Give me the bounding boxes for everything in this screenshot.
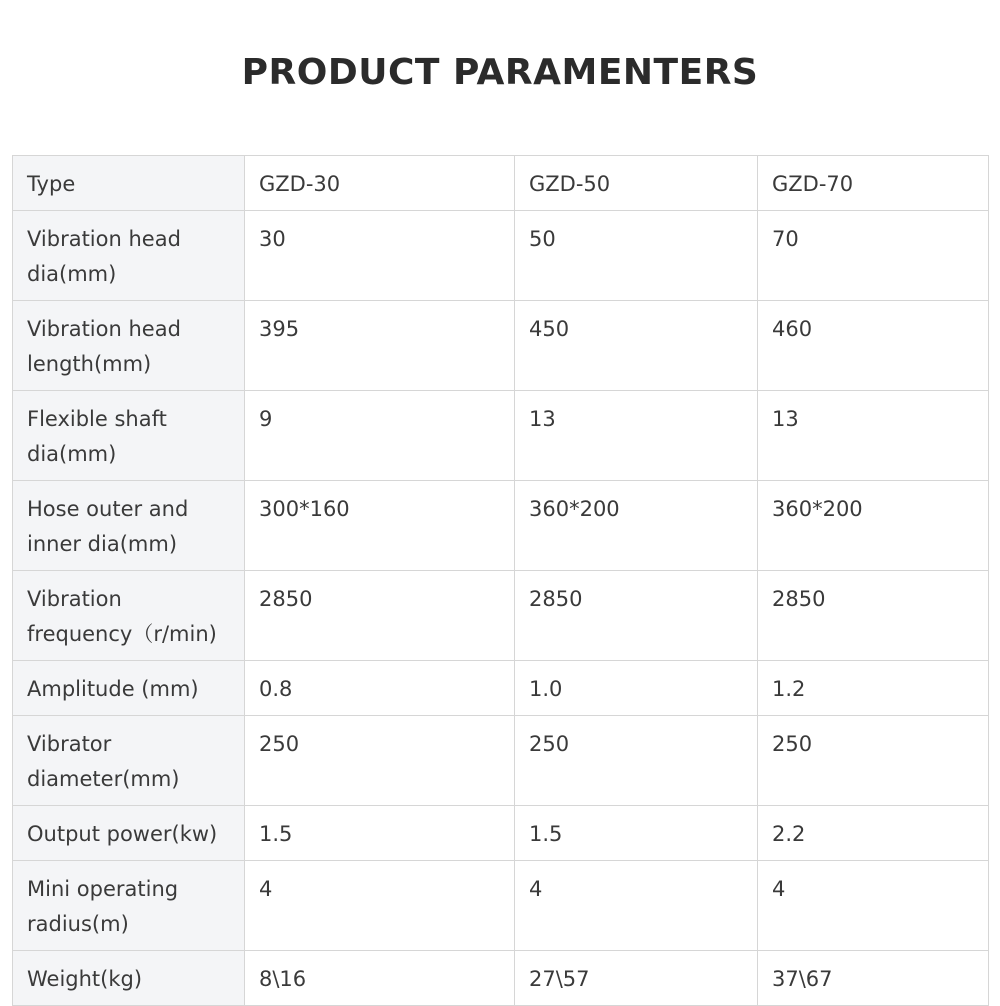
table-row-vibrator-diameter xyxy=(13,716,989,806)
table-row-operating-radius xyxy=(13,861,989,951)
cell-gzd-30: 1.5 xyxy=(245,806,515,861)
cell-gzd-70: GZD-70 xyxy=(758,156,989,211)
cell-gzd-50: 27\57 xyxy=(515,951,758,1006)
table-row-vibration-head-length xyxy=(13,301,989,391)
cell-gzd-50: 250 xyxy=(515,716,758,806)
cell-gzd-50: 2850 xyxy=(515,571,758,661)
row-label: Vibration frequency（r/min) xyxy=(13,571,245,661)
cell-gzd-50: 1.0 xyxy=(515,661,758,716)
cell-gzd-30: 9 xyxy=(245,391,515,481)
cell-gzd-30: GZD-30 xyxy=(245,156,515,211)
row-label: Type xyxy=(13,156,245,211)
cell-gzd-30: 2850 xyxy=(245,571,515,661)
cell-gzd-50: 1.5 xyxy=(515,806,758,861)
row-label: Weight(kg) xyxy=(13,951,245,1006)
cell-gzd-70: 4 xyxy=(758,861,989,951)
table-row-amplitude xyxy=(13,661,989,716)
cell-gzd-30: 395 xyxy=(245,301,515,391)
cell-gzd-50: 4 xyxy=(515,861,758,951)
row-label: Mini operating radius(m) xyxy=(13,861,245,951)
cell-gzd-70: 2850 xyxy=(758,571,989,661)
cell-gzd-30: 0.8 xyxy=(245,661,515,716)
cell-gzd-30: 250 xyxy=(245,716,515,806)
cell-gzd-70: 13 xyxy=(758,391,989,481)
table-row-vibration-frequency xyxy=(13,571,989,661)
row-label: Vibrator diameter(mm) xyxy=(13,716,245,806)
cell-gzd-70: 460 xyxy=(758,301,989,391)
cell-gzd-50: 50 xyxy=(515,211,758,301)
table-row-flexible-shaft-dia xyxy=(13,391,989,481)
table-row-hose-dia xyxy=(13,481,989,571)
row-label: Vibration head length(mm) xyxy=(13,301,245,391)
table-row-weight xyxy=(13,951,989,1006)
row-label: Flexible shaft dia(mm) xyxy=(13,391,245,481)
cell-gzd-70: 37\67 xyxy=(758,951,989,1006)
table-row-type xyxy=(13,156,989,211)
product-parameters-table xyxy=(12,155,989,1006)
table-row-output-power xyxy=(13,806,989,861)
cell-gzd-30: 300*160 xyxy=(245,481,515,571)
cell-gzd-30: 8\16 xyxy=(245,951,515,1006)
table-row-vibration-head-dia xyxy=(13,211,989,301)
page-title: PRODUCT PARAMENTERS xyxy=(241,52,759,93)
cell-gzd-70: 360*200 xyxy=(758,481,989,571)
cell-gzd-70: 250 xyxy=(758,716,989,806)
cell-gzd-70: 70 xyxy=(758,211,989,301)
cell-gzd-70: 1.2 xyxy=(758,661,989,716)
cell-gzd-50: 13 xyxy=(515,391,758,481)
row-label: Hose outer and inner dia(mm) xyxy=(13,481,245,571)
cell-gzd-30: 30 xyxy=(245,211,515,301)
cell-gzd-30: 4 xyxy=(245,861,515,951)
cell-gzd-70: 2.2 xyxy=(758,806,989,861)
cell-gzd-50: 360*200 xyxy=(515,481,758,571)
row-label: Output power(kw) xyxy=(13,806,245,861)
cell-gzd-50: 450 xyxy=(515,301,758,391)
cell-gzd-50: GZD-50 xyxy=(515,156,758,211)
row-label: Amplitude (mm) xyxy=(13,661,245,716)
row-label: Vibration head dia(mm) xyxy=(13,211,245,301)
